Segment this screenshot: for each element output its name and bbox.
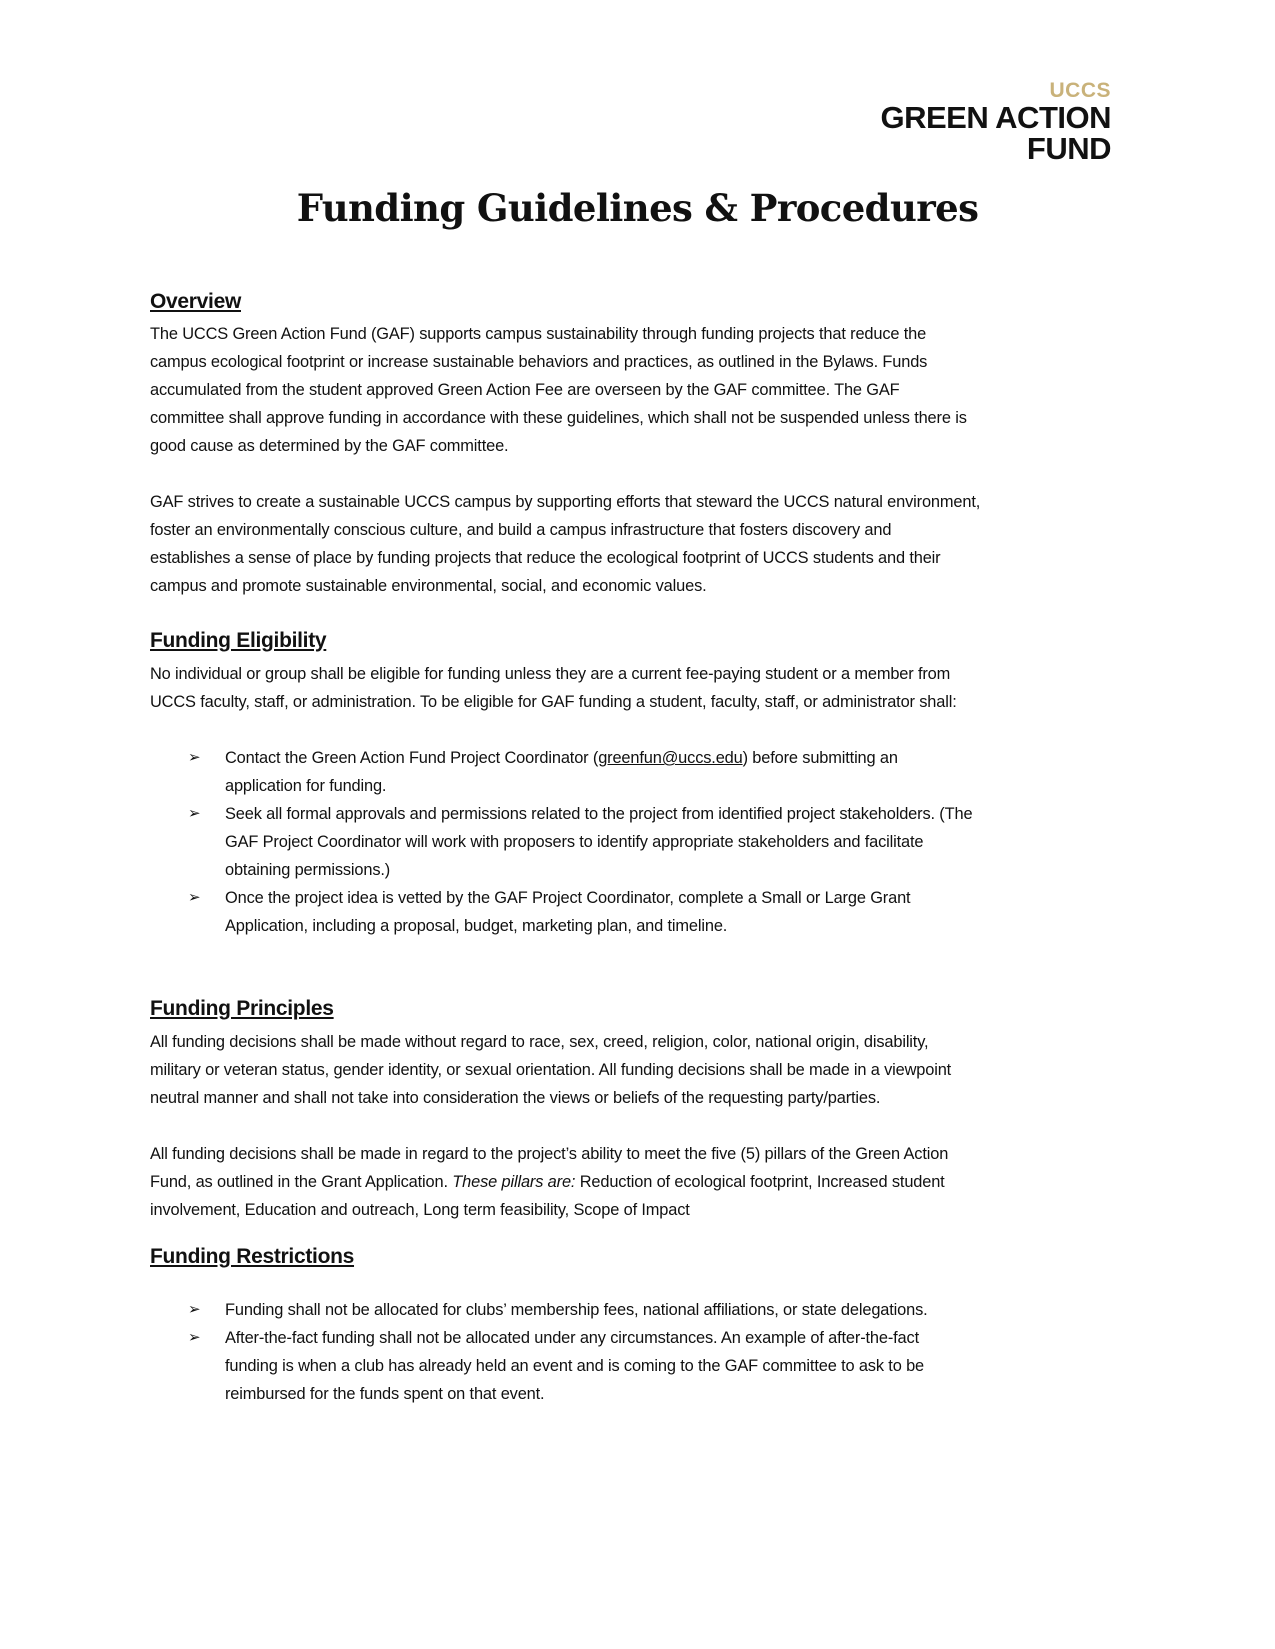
text: Contact the Green Action Fund Project Coordinator ( [225, 749, 599, 767]
text-line: establishes a sense of place by funding projects that reduce the ecological footprint of UCCS students and their [150, 549, 941, 567]
heading-funding-restrictions: Funding Restrictions [150, 1245, 355, 1268]
text-line: GAF Project Coordinator will work with proposers to identify appropriate stakeholders and facilitate [225, 833, 924, 851]
bullet-arrow-icon: ➢ [188, 805, 201, 822]
green-action-fund-logo [880, 80, 1111, 164]
text-line: accumulated from the student approved Green Action Fee are overseen by the GAF committee. The GAF [150, 381, 900, 399]
text-line: committee shall approve funding in accordance with these guidelines, which shall not be suspended unless there is [150, 409, 967, 427]
heading-funding-eligibility: Funding Eligibility [150, 629, 327, 652]
bullet-arrow-icon: ➢ [188, 749, 201, 766]
text-line: No individual or group shall be eligible for funding unless they are a current fee-paying student or a member from [150, 665, 951, 683]
text-line: foster an environmentally conscious culture, and build a campus infrastructure that fosters discovery and [150, 521, 892, 539]
text-line: funding is when a club has already held an event and is coming to the GAF committee to ask to be [225, 1357, 925, 1375]
text: Reduction of ecological footprint, Increased student [575, 1173, 945, 1191]
text-line: All funding decisions shall be made without regard to race, sex, creed, religion, color, national origin, disability, [150, 1033, 929, 1051]
email-link[interactable]: greenfun@uccs.edu [598, 749, 743, 767]
text-line: campus and promote sustainable environmental, social, and economic values. [150, 577, 707, 595]
text-italic: These pillars are: [452, 1173, 576, 1191]
heading-overview: Overview [150, 290, 241, 313]
bullet-arrow-icon: ➢ [188, 1301, 201, 1318]
text-line: military or veteran status, gender identity, or sexual orientation. All funding decisions shall be made in a viewpoint [150, 1061, 952, 1079]
text-line: campus ecological footprint or increase sustainable behaviors and practices, as outlined in the Bylaws. Funds [150, 353, 928, 371]
text-line: involvement, Education and outreach, Long term feasibility, Scope of Impact [150, 1201, 690, 1219]
logo-green-action: GREEN ACTION [880, 100, 1111, 135]
text-line: The UCCS Green Action Fund (GAF) supports campus sustainability through funding projects that reduce the [150, 325, 927, 343]
text-line: After-the-fact funding shall not be allocated under any circumstances. An example of after-the-fact [225, 1329, 919, 1347]
text: ) before submitting an [742, 749, 898, 767]
logo-fund: FUND [1026, 131, 1111, 166]
text-line: GAF strives to create a sustainable UCCS campus by supporting efforts that steward the UCCS natural environment, [150, 493, 981, 511]
heading-funding-principles: Funding Principles [150, 997, 334, 1020]
text: Fund, as outlined in the Grant Application. [150, 1173, 453, 1191]
text-line: Seek all formal approvals and permissions related to the project from identified project stakeholders. (The [225, 805, 973, 823]
text-line: All funding decisions shall be made in regard to the project’s ability to meet the five (5) pillars of the Green Action [150, 1145, 949, 1163]
bullet-arrow-icon: ➢ [188, 889, 201, 906]
logo-uccs: UCCS [1049, 79, 1111, 102]
page-title: Funding Guidelines & Procedures [296, 186, 979, 230]
bullet-item-contact [225, 744, 898, 772]
text-line: application for funding. [225, 777, 387, 795]
text-line: UCCS faculty, staff, or administration. To be eligible for GAF funding a student, faculty, staff, or administrator shall: [150, 693, 957, 711]
text-line [150, 1168, 945, 1196]
text-line: Once the project idea is vetted by the GAF Project Coordinator, complete a Small or Large Grant [225, 889, 911, 907]
text-line: obtaining permissions.) [225, 861, 391, 879]
text-line: Application, including a proposal, budget, marketing plan, and timeline. [225, 917, 728, 935]
bullet-arrow-icon: ➢ [188, 1329, 201, 1346]
text-line: Funding shall not be allocated for clubs’ membership fees, national affiliations, or state delegations. [225, 1301, 928, 1319]
text-line: neutral manner and shall not take into consideration the views or beliefs of the requesting party/parties. [150, 1089, 881, 1107]
text-line: good cause as determined by the GAF committee. [150, 437, 509, 455]
text-line: reimbursed for the funds spent on that event. [225, 1385, 545, 1403]
